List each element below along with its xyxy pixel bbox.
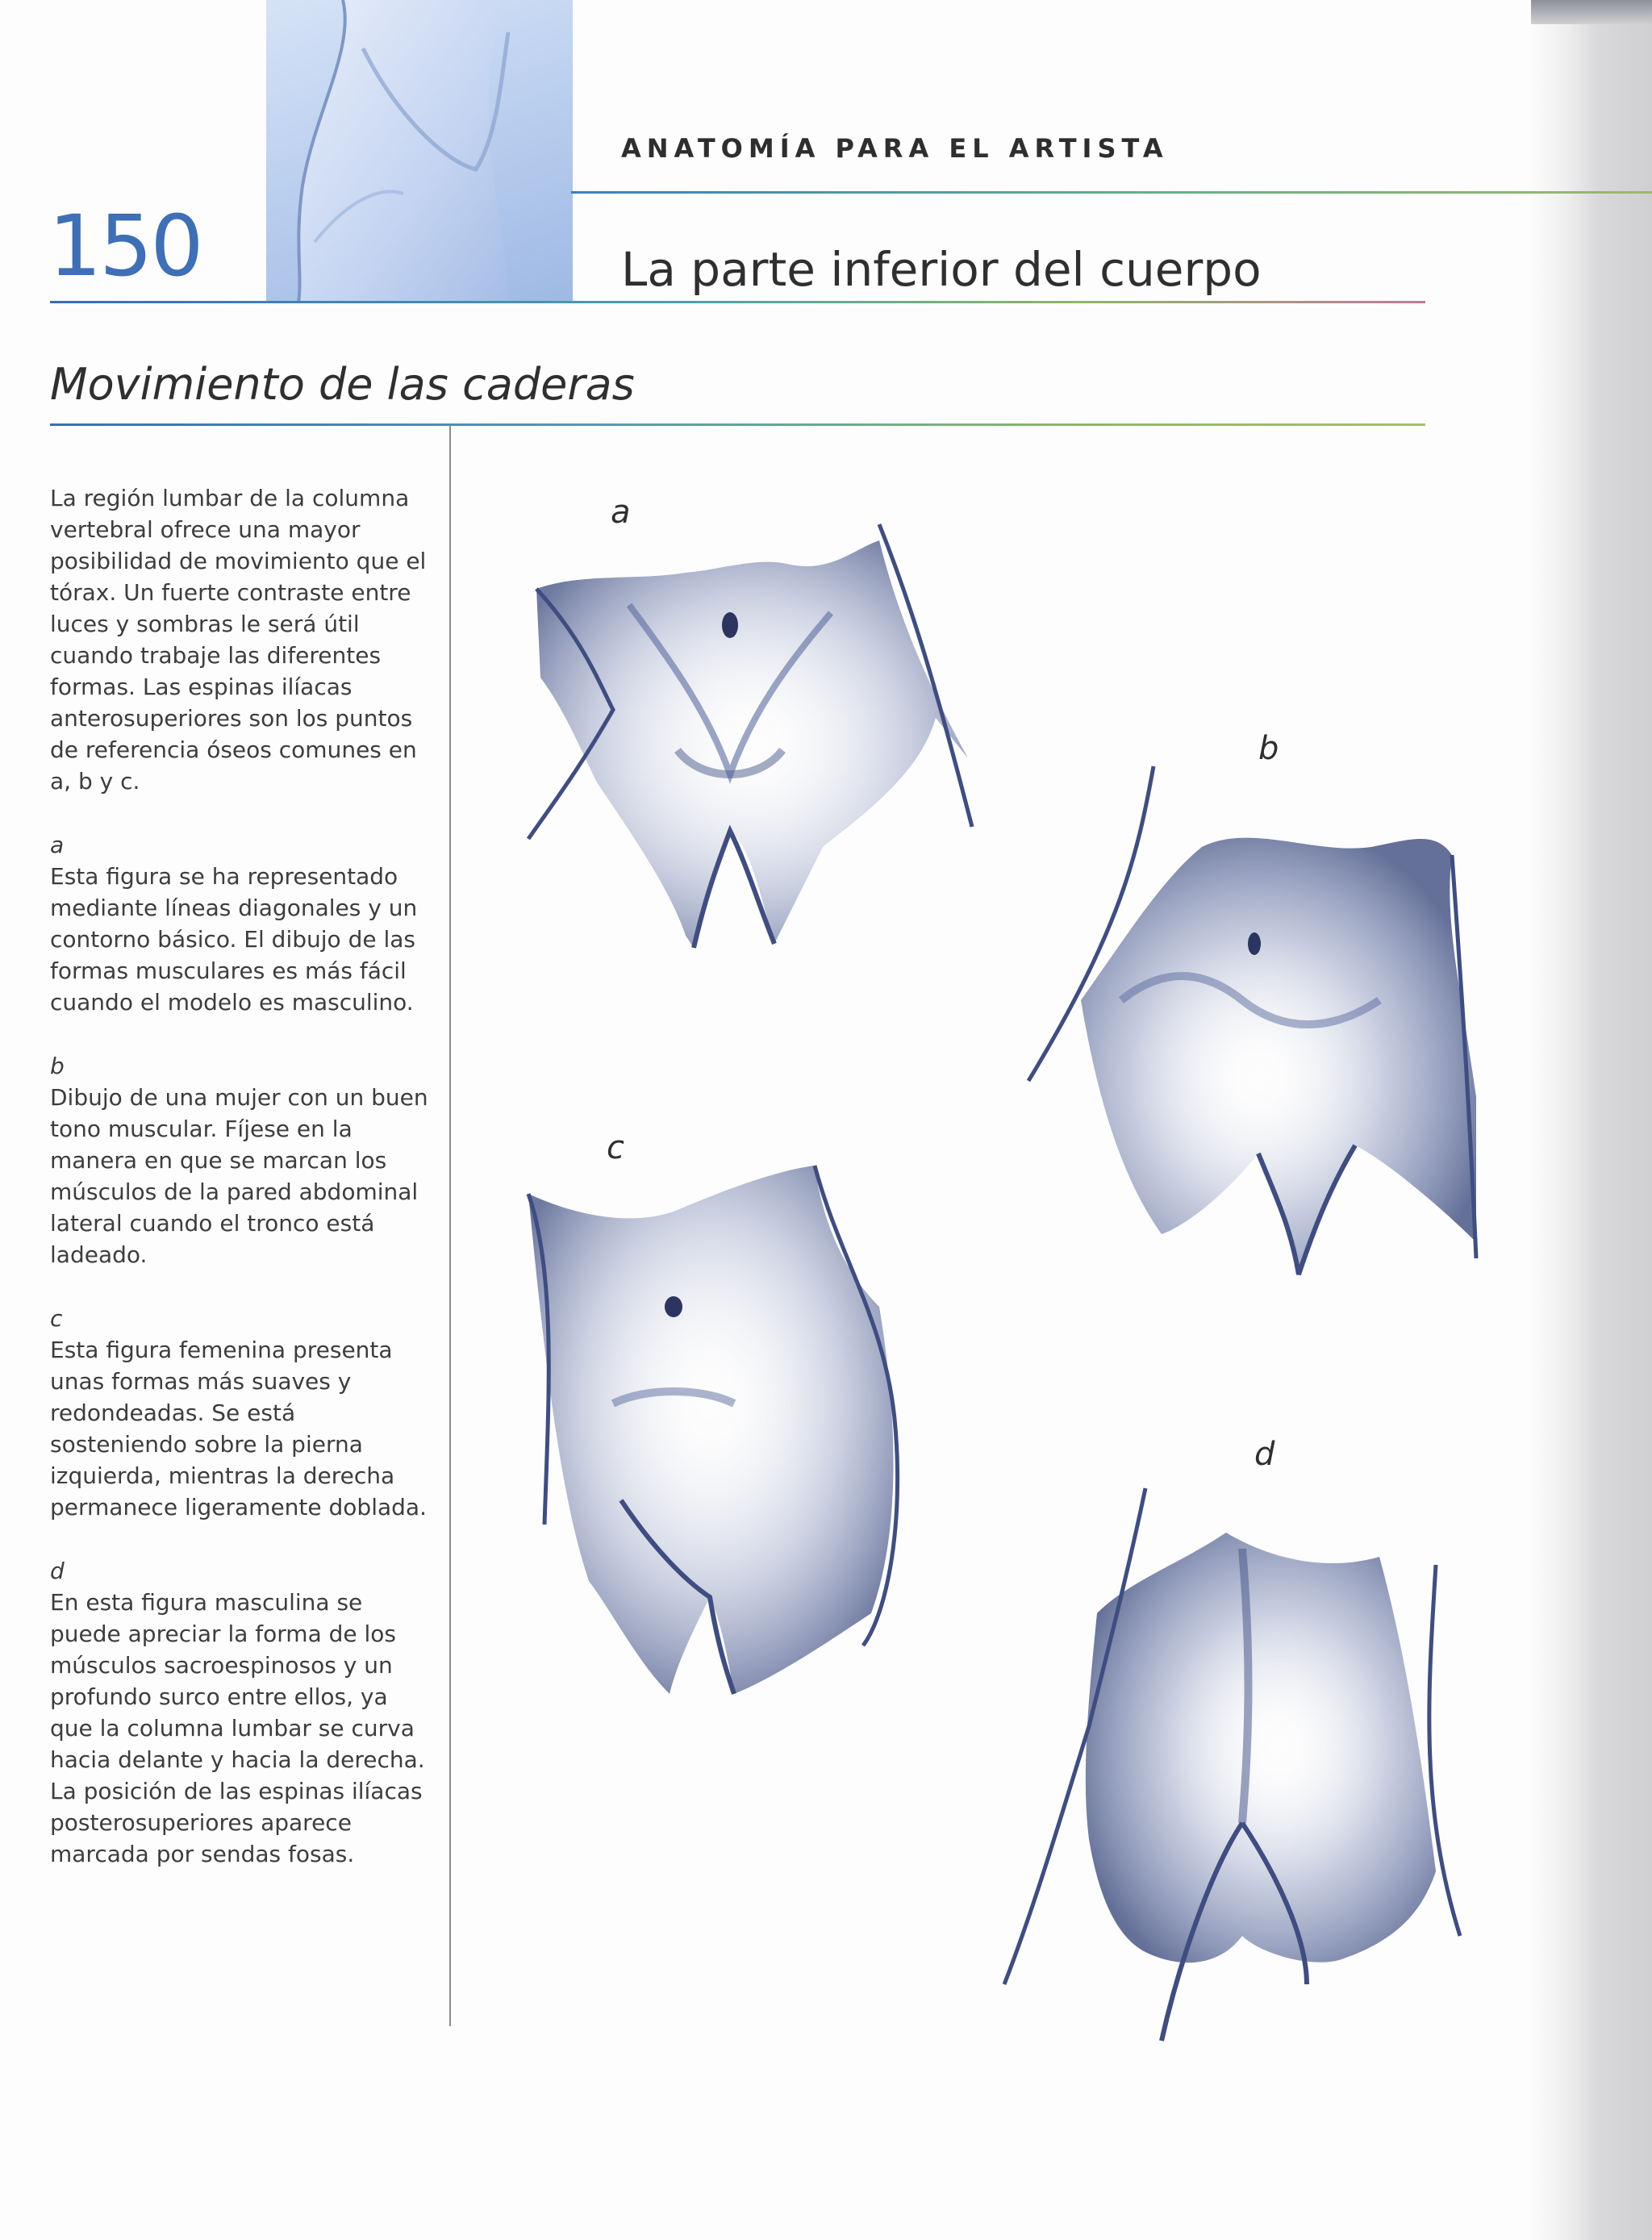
caption-text-d: En esta figura masculina se puede apreciar la forma de los músculos sacroespinosos y un profundo surco entre ellos, ya que la columna lumbar se curva hacia delante y hacia la derecha. La posición de las espinas ilíacas posterosuperiores aparece marcada por sendas fosas.	[50, 1589, 425, 1867]
caption-text-a: Esta figura se ha representado mediante líneas diagonales y un contorno básico. El dibujo de las formas musculares es más fácil cuando el modelo es masculino.	[50, 863, 418, 1016]
intro-paragraph: La región lumbar de la columna vertebral ofrece una mayor posibilidad de movimiento que el tórax. Un fuerte contraste entre luces y sombras le será útil cuando trabaje las diferentes formas. Las espinas ilíacas anterosuperiores son los puntos de referencia óseos comunes en a, b y c.	[50, 485, 427, 795]
figure-b-drawing	[1024, 758, 1492, 1291]
caption-b	[50, 1050, 429, 1270]
running-head: ANATOMÍA PARA EL ARTISTA	[621, 133, 1169, 164]
figure-label-a: a	[611, 494, 631, 531]
figure-d-drawing	[1000, 1484, 1468, 2049]
caption-letter-b: b	[50, 1053, 65, 1079]
page-gutter-shadow	[1531, 0, 1652, 2240]
page-edge	[1531, 0, 1652, 24]
chapter-title: La parte inferior del cuerpo	[621, 242, 1262, 297]
caption-letter-a: a	[50, 832, 65, 858]
caption-a	[50, 829, 429, 1018]
caption-letter-c: c	[50, 1305, 63, 1332]
title-rule	[50, 301, 1425, 303]
figure-label-d: d	[1254, 1436, 1275, 1473]
caption-text-c: Esta figura femenina presenta unas formas más suaves y redondeadas. Se está sosteniendo sobre la pierna izquierda, mientras la derecha permanece ligeramente doblada.	[50, 1337, 427, 1520]
figure-label-b: b	[1258, 730, 1279, 767]
column-divider	[449, 425, 451, 2026]
figure-a-drawing	[516, 508, 992, 960]
page-number: 150	[48, 197, 202, 295]
section-title: Movimiento de las caderas	[50, 359, 635, 410]
caption-text-b: Dibujo de una mujer con un buen tono muscular. Fíjese en la manera en que se marcan los músculos de la pared abdominal lateral cuando el tronco está ladeado.	[50, 1084, 428, 1268]
header-photo	[266, 0, 573, 302]
text-column	[50, 482, 429, 1902]
header-photo-figure	[266, 0, 573, 302]
caption-d	[50, 1555, 429, 1870]
figure-label-c: c	[607, 1129, 624, 1166]
section-rule	[50, 423, 1425, 426]
figure-c-drawing	[516, 1162, 928, 1710]
caption-letter-d: d	[50, 1558, 65, 1584]
caption-c	[50, 1303, 429, 1523]
header-rule	[571, 191, 1652, 194]
